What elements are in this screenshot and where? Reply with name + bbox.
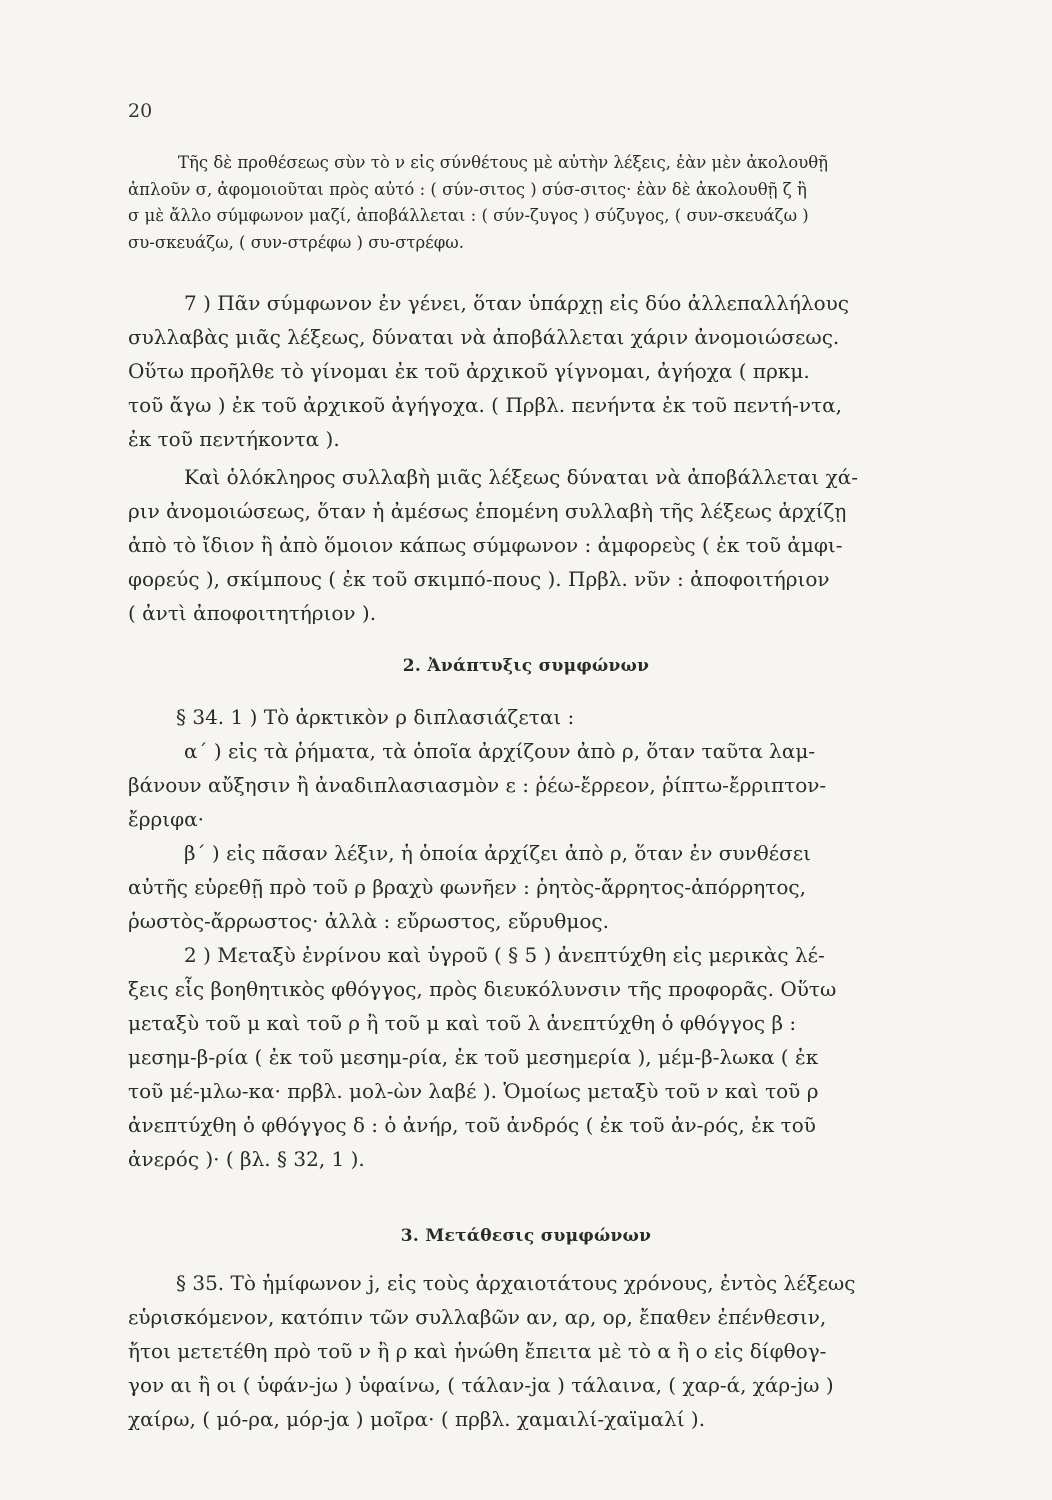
section-35 [128, 1266, 996, 1436]
text-line: ἀπὸ τὸ ἴδιον ἢ ἀπὸ ὅμοιον κάπως σύμφωνον : ἀμφορεὺς ( ἐκ τοῦ ἀμφι- [128, 533, 843, 557]
section-35-title: § 35. Τὸ ἡμίφωνον j, εἰς τοὺς ἀρχαιοτάτους χρόνους, ἐντὸς λέξεως [176, 1271, 856, 1295]
text-line: χαίρω, ( μό-ρα, μόρ-jα ) μοῖρα· ( πρβλ. χαμαιλί-χαϊμαλί ). [128, 1407, 706, 1431]
text-line: μεσημ-β-ρία ( ἐκ τοῦ μεσημ-ρία, ἐκ τοῦ μεσημερία ), μέμ-β-λωκα ( ἐκ [128, 1045, 819, 1069]
text-line: συ-σκευάζω, ( συν-στρέφω ) συ-στρέφω. [128, 232, 464, 252]
section-34-title: § 34. 1 ) Τὸ ἀρκτικὸν ρ διπλασιάζεται : [176, 705, 575, 729]
text-line: ἀνεπτύχθη ὁ φθόγγος δ : ὁ ἀνήρ, τοῦ ἀνδρός ( ἐκ τοῦ ἀν-ρός, ἐκ τοῦ [128, 1113, 816, 1137]
text-line: εὑρισκόμενον, κατόπιν τῶν συλλαβῶν αν, αρ, ορ, ἔπαθεν ἐπένθεσιν, [128, 1305, 827, 1329]
text-line: τοῦ ἄγω ) ἐκ τοῦ ἀρχικοῦ ἀγήγοχα. ( Πρβλ. πενήντα ἐκ τοῦ πεντή-ντα, [128, 393, 842, 417]
text-line: βάνουν αὔξησιν ἢ ἀναδιπλασιασμὸν ε : ῥέω-ἔρρεον, ῥίπτω-ἔρριπτον- [128, 773, 827, 797]
text-line: ( ἀντὶ ἀποφοιτητήριον ). [128, 601, 377, 625]
text-line: α΄ ) εἰς τὰ ῥήματα, τὰ ὁποῖα ἀρχίζουν ἀπὸ ρ, ὅταν ταῦτα λαμ- [184, 739, 816, 763]
text-line: ἔρριφα· [128, 807, 204, 831]
text-line: ἐκ τοῦ πεντήκοντα ). [128, 427, 340, 451]
text-line: β΄ ) εἰς πᾶσαν λέξιν, ἡ ὁποία ἀρχίζει ἀπὸ ρ, ὅταν ἐν συνθέσει [184, 841, 811, 865]
text-line: φορεύς ), σκίμπους ( ἐκ τοῦ σκιμπό-πους ). Πρβλ. νῦν : ἀποφοιτήριον [128, 567, 830, 591]
text-line: τοῦ μέ-μλω-κα· πρβλ. μολ-ὼν λαβέ ). Ὁμοίως μεταξὺ τοῦ ν καὶ τοῦ ρ [128, 1079, 819, 1103]
text-line: ριν ἀνομοιώσεως, ὅταν ἡ ἀμέσως ἑπομένη συλλαβὴ τῆς λέξεως ἀρχίζῃ [128, 499, 847, 523]
section-heading-metathesis: 3. Μετάθεσις συμφώνων [400, 1226, 652, 1246]
paragraph-rule-7 [128, 286, 996, 456]
text-line: Τῆς δὲ προθέσεως σὺν τὸ ν εἰς σύνθέτους μὲ αὐτὴν λέξεις, ἐὰν μὲν ἀκολουθῇ [178, 153, 829, 172]
text-line: 2 ) Μεταξὺ ἐνρίνου καὶ ὑγροῦ ( § 5 ) ἀνεπτύχθη εἰς μερικὰς λέ- [184, 943, 825, 967]
text-line: ἀνερός )· ( βλ. § 32, 1 ). [128, 1147, 365, 1171]
text-line: γον αι ἢ οι ( ὑφάν-jω ) ὑφαίνω, ( τάλαν-jα ) τάλαινα, ( χαρ-ά, χάρ-jω ) [128, 1373, 834, 1397]
text-line: μεταξὺ τοῦ μ καὶ τοῦ ρ ἢ τοῦ μ καὶ τοῦ λ ἀνεπτύχθη ὁ φθόγγος β : [128, 1011, 797, 1035]
text-line: ῥωστὸς-ἄρρωστος· ἀλλὰ : εὔρωστος, εὔρυθμος. [128, 909, 609, 933]
text-line: ἤτοι μετετέθη πρὸ τοῦ ν ἢ ρ καὶ ἡνώθη ἔπειτα μὲ τὸ α ἢ ο εἰς δίφθογ- [128, 1339, 827, 1363]
paragraph-prothesis-syn [128, 150, 996, 256]
text-line: Καὶ ὁλόκληρος συλλαβὴ μιᾶς λέξεως δύναται νὰ ἀποβάλλεται χά- [184, 465, 858, 489]
text-line: ἁπλοῦν σ, ἀφομοιοῦται πρὸς αὐτό : ( σύν-σιτος ) σύσ-σιτος· ἐὰν δὲ ἀκολουθῇ ζ ἢ [128, 179, 807, 199]
text-line: ξεις εἷς βοηθητικὸς φθόγγος, πρὸς διευκόλυνσιν τῆς προφορᾶς. Οὕτω [128, 977, 837, 1001]
text-line: Οὕτω προῆλθε τὸ γίνομαι ἐκ τοῦ ἀρχικοῦ γίγνομαι, ἀγήοχα ( πρκμ. [128, 359, 810, 383]
page-number: 20 [128, 100, 153, 122]
paragraph-syllable-loss [128, 460, 996, 630]
text-line: 7 ) Πᾶν σύμφωνον ἐν γένει, ὅταν ὑπάρχῃ εἰς δύο ἀλλεπαλλήλους [184, 291, 849, 315]
text-line: συλλαβὰς μιᾶς λέξεως, δύναται νὰ ἀποβάλλεται χάριν ἀνομοιώσεως. [128, 325, 840, 349]
section-34 [128, 700, 996, 1176]
text-line: αὐτῆς εὑρεθῇ πρὸ τοῦ ρ βραχὺ φωνῆεν : ῥητὸς-ἄρρητος-ἀπόρρητος, [128, 875, 806, 899]
text-line: σ μὲ ἄλλο σύμφωνον μαζί, ἀποβάλλεται : ( σύν-ζυγος ) σύζυγος, ( συν-σκευάζω ) [128, 206, 809, 225]
section-heading-anaptyxis: 2. Ἀνάπτυξις συμφώνων [402, 656, 650, 676]
